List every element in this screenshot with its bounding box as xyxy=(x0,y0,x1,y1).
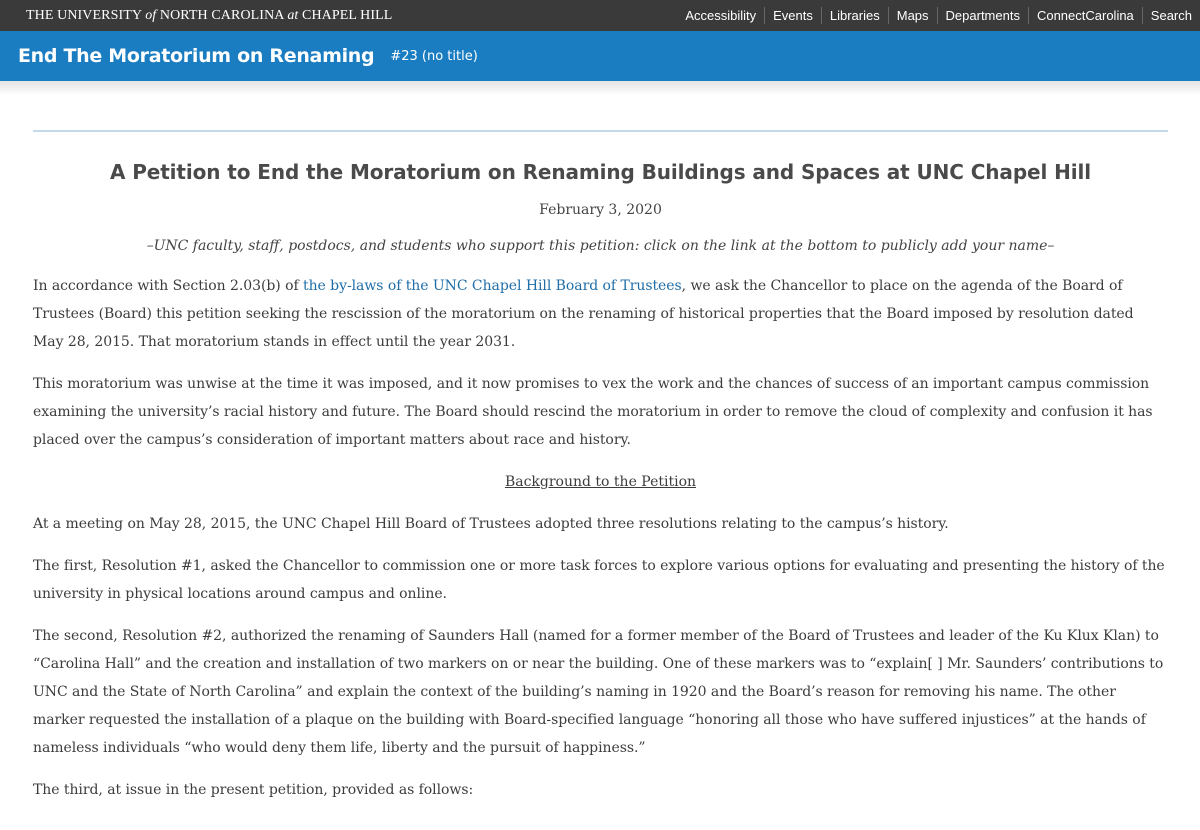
section-heading-background: Background to the Petition xyxy=(504,474,697,490)
paragraph-intro: In accordance with Section 2.03(b) of the by-laws of the UNC Chapel Hill Board of Trustees, we ask the Chancellor to place on the agenda of the Board of Trustees (Board) this petition seeking the rescission of the moratorium on the renaming of historical properties that the Board imposed by resolution dated May 28, 2015. That moratorium stands in effect until the year 2031. xyxy=(33,278,1134,350)
university-top-bar xyxy=(0,0,1200,31)
bylaws-link[interactable]: the by-laws of the UNC Chapel Hill Board of Trustees xyxy=(303,278,682,294)
paragraph-resolution-3: The third, at issue in the present petition, provided as follows: xyxy=(33,782,474,798)
nav-libraries[interactable]: Libraries xyxy=(821,7,888,24)
page-title: A Petition to End the Moratorium on Renaming Buildings and Spaces at UNC Chapel Hill xyxy=(109,160,1092,184)
site-title-bar xyxy=(0,31,1200,81)
nav-search[interactable]: Search xyxy=(1142,7,1200,24)
nav-maps[interactable]: Maps xyxy=(888,7,937,24)
article-date: February 3, 2020 xyxy=(539,202,662,218)
utility-nav xyxy=(677,0,1200,31)
paragraph-resolution-1: The first, Resolution #1, asked the Chancellor to commission one or more task forces to explore various options for evaluating and presenting the history of the university in physical locations around campus and online. xyxy=(33,558,1165,602)
page-subtitle: #23 (no title) xyxy=(390,48,478,64)
divider xyxy=(33,130,1168,132)
university-wordmark[interactable]: THE UNIVERSITY of NORTH CAROLINA at CHAPEL HILL xyxy=(26,7,393,23)
paragraph-meeting: At a meeting on May 28, 2015, the UNC Chapel Hill Board of Trustees adopted three resolutions relating to the campus’s history. xyxy=(33,516,949,532)
nav-accessibility[interactable]: Accessibility xyxy=(685,8,757,23)
nav-departments[interactable]: Departments xyxy=(937,7,1028,24)
paragraph-moratorium: This moratorium was unwise at the time it was imposed, and it now promises to vex the work and the chances of success of an important campus commission examining the university’s racial history and future. The Board should rescind the moratorium in order to remove the cloud of complexity and confusion it has placed over the campus’s consideration of important matters about race and history. xyxy=(33,376,1153,448)
header-shadow xyxy=(0,81,1200,95)
nav-connectcarolina[interactable]: ConnectCarolina xyxy=(1028,7,1142,24)
paragraph-resolution-2: The second, Resolution #2, authorized the renaming of Saunders Hall (named for a former member of the Board of Trustees and leader of the Ku Klux Klan) to “Carolina Hall” and the creation and installation of two markers on or near the building. One of these markers was to “explain[ ] Mr. Saunders’ contributions to UNC and the State of North Carolina” and explain the context of the building’s naming in 1920 and the Board’s reason for removing his name. The other marker requested the installation of a plaque on the building with Board-specified language “honoring all those who have suffered injustices” at the hands of nameless individuals “who would deny them life, liberty and the pursuit of happiness.” xyxy=(33,628,1164,756)
article xyxy=(0,130,1200,804)
signature-note: –UNC faculty, staff, postdocs, and students who support this petition: click on the link at the bottom to publicly add your name– xyxy=(146,238,1055,254)
site-title[interactable]: End The Moratorium on Renaming xyxy=(18,45,375,67)
nav-events[interactable]: Events xyxy=(764,7,821,24)
